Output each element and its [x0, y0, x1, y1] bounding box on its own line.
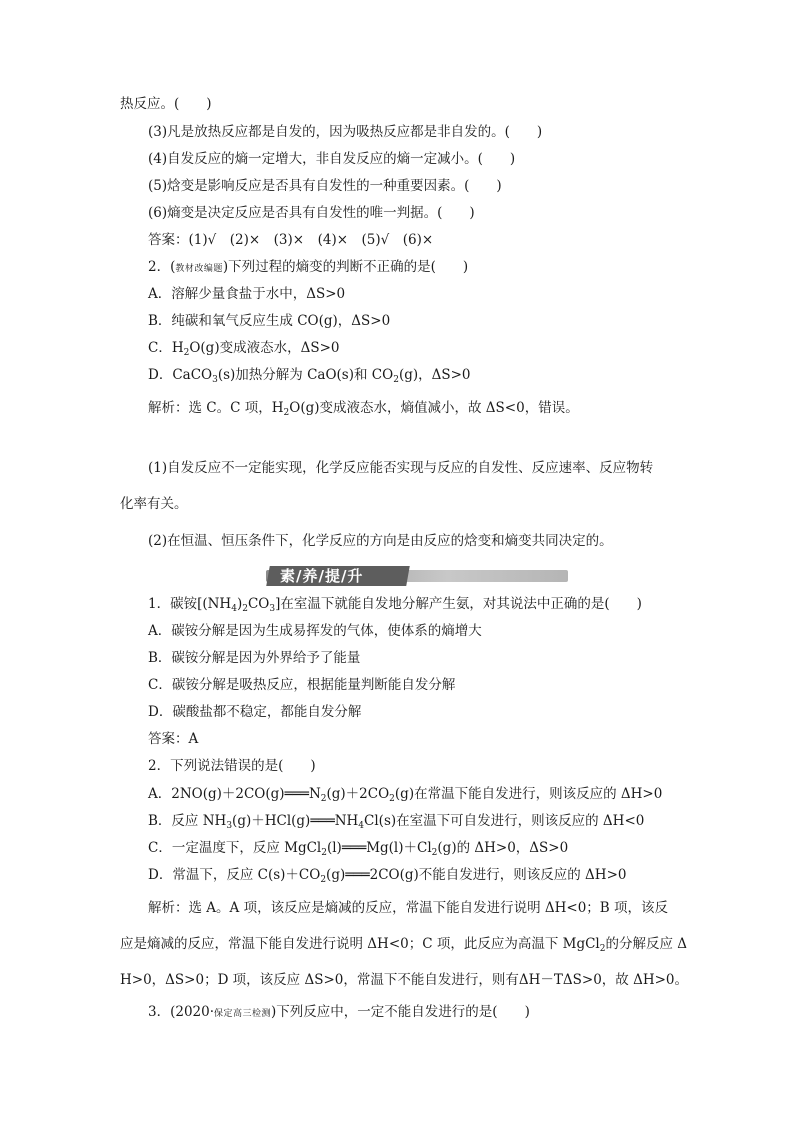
note-line: (2)在恒温、恒压条件下，化学反应的方向是由反应的焓变和熵变共同决定的。: [148, 533, 613, 549]
option-b: B．纯碳和氧气反应生成 CO(g)，ΔS>0: [148, 313, 391, 329]
option-a: A．$2NO(g)+2CO(g)═══N_2(g)+2CO_2(g)$在常温下能自发进行，则该反应的 ΔH>0: [148, 786, 663, 804]
question-stem: 1．碳铵$[(NH_4)_2CO_3]$在室温下就能自发地分解产生氨，对其说法中正确的是( ): [148, 596, 642, 614]
text-line: (5)焓变是影响反应是否具有自发性的一种重要因素。( ): [148, 178, 502, 194]
option-c: C．碳铵分解是吸热反应，根据能量判断能自发分解: [148, 677, 456, 693]
option-d: D．CaCO$_3$(s)加热分解为 CaO(s)和 $CO_2(g)$，ΔS>0: [148, 367, 471, 385]
section-banner: [266, 566, 568, 586]
text-line: 热反应。( ): [120, 96, 212, 112]
option-a: A．溶解少量食盐于水中，ΔS>0: [148, 286, 346, 302]
option-d: D．碳酸盐都不稳定，都能自发分解: [148, 704, 362, 720]
note-line: (1)自发反应不一定能实现，化学反应能否实现与反应的自发性、反应速率、反应物转: [148, 460, 654, 476]
answer-line: 答案：(1)√ (2)× (3)× (4)× (5)√ (6)×: [148, 232, 434, 248]
option-d: D．常温下，反应 $C(s)+CO_2(g)═══2CO(g)$不能自发进行，则该反应的 ΔH>0: [148, 867, 627, 885]
answer-line: 答案：A: [148, 731, 199, 747]
source-tag: 保定高三检测: [214, 1009, 272, 1019]
text-line: (3)凡是放热反应都是自发的，因为吸热反应都是非自发的。( ): [148, 124, 543, 140]
option-b: B．碳铵分解是因为外界给予了能量: [148, 650, 361, 666]
analysis-line: 解析：选 A。A 项，该反应是熵减的反应，常温下能自发进行说明 ΔH<0；B 项，该反: [148, 900, 669, 916]
option-c: C．$H_2O(g)$变成液态水，ΔS>0: [148, 340, 340, 358]
option-a: A．碳铵分解是因为生成易挥发的气体，使体系的熵增大: [148, 623, 482, 639]
analysis-line: 解析：选 C。C 项，$H_2O(g)$变成液态水，熵值减小，故 ΔS<0，错误。: [148, 400, 579, 418]
note-line: 化率有关。: [120, 496, 188, 512]
banner-label: 素/养/提/升: [266, 566, 410, 586]
analysis-line: 应是熵减的反应，常温下能自发进行说明 ΔH<0；C 项，此反应为高温下 MgCl$_2$的分解反应 Δ: [120, 936, 688, 954]
text-line: (6)熵变是决定反应是否具有自发性的唯一判据。( ): [148, 205, 475, 221]
source-tag: 教材改编题: [175, 264, 223, 274]
option-c: C．一定温度下，反应 $MgCl_2(l)═══Mg(l)+Cl_2(g)$的 ΔH>0，ΔS>0: [148, 840, 569, 858]
question-stem: 2．(教材改编题)下列过程的熵变的判断不正确的是( ): [148, 259, 469, 275]
analysis-line: H>0，ΔS>0；D 项，该反应 ΔS>0，常温下不能自发进行，则有ΔH－TΔS>0，故 ΔH>0。: [120, 972, 689, 988]
text-line: (4)自发反应的熵一定增大，非自发反应的熵一定减小。( ): [148, 151, 516, 167]
question-stem: 2．下列说法错误的是( ): [148, 758, 316, 774]
option-b: B．反应 $NH_3(g)+HCl(g)═══NH_4Cl(s)$在室温下可自发进行，则该反应的 ΔH<0: [148, 813, 645, 831]
question-stem: 3．(2020·保定高三检测)下列反应中，一定不能自发进行的是( ): [148, 1004, 530, 1020]
